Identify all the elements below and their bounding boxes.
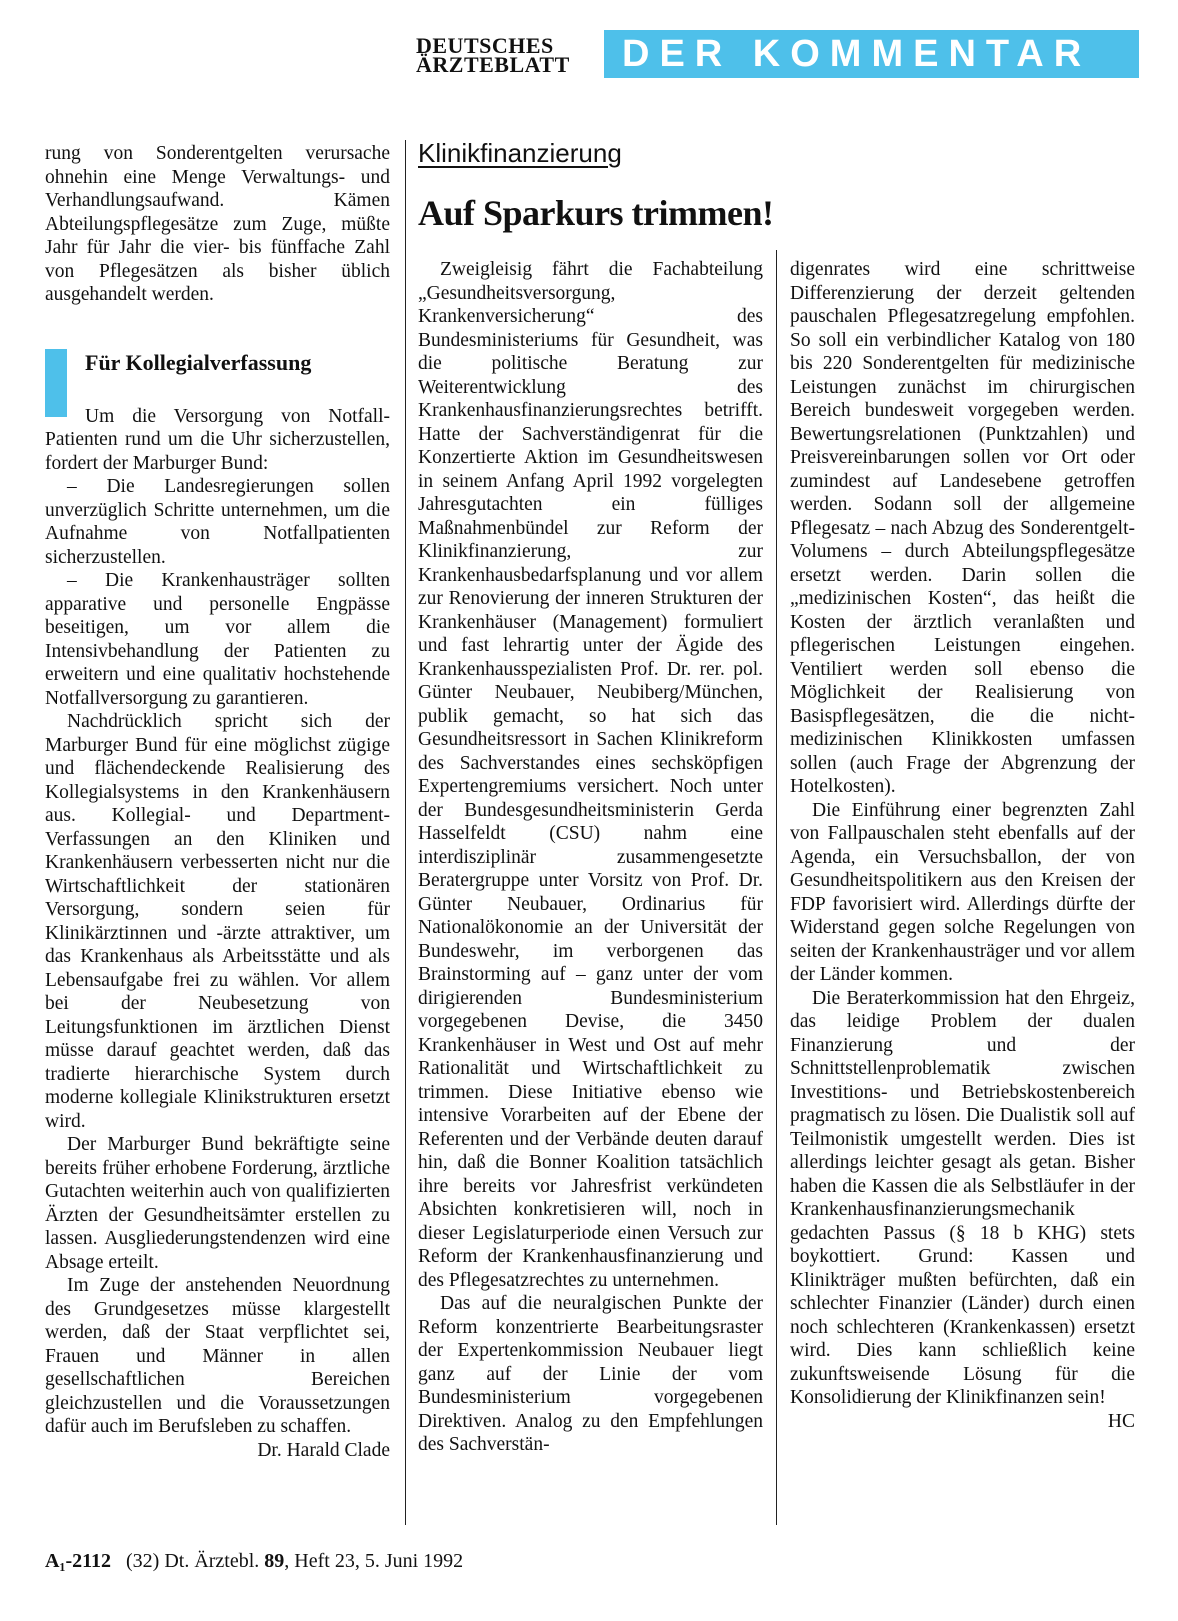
left-paragraph-2: Um die Versorgung von Notfall-Patienten rund um die Uhr sicherzustellen, fordert der Marburger Bund:: [45, 405, 390, 474]
subhead-block: [45, 349, 390, 417]
middle-column: [418, 258, 763, 1457]
signature: Dr. Harald Clade: [257, 1439, 390, 1461]
issue-date: , Heft 23, 5. Juni 1992: [284, 1550, 464, 1572]
left-paragraph-5: Nachdrücklich spricht sich der Marburger Bund für eine möglichst zügige und flächendeckende Realisierung des Kollegialsystems in den Krankenhäusern aus. Kollegial- und Department-Verfassungen an den Kliniken und Krankenhäusern verbesserten nicht nur die Wirtschaftlichkeit der stationären Versorgung, sondern seien für Klinikärztinnen und -ärzte attraktiver, um das Krankenhaus als Arbeitsstätte und als Lebensaufgabe frei zu wählen. Vor allem bei der Neubesetzung von Leitungsfunktionen im ärztlichen Dienst müsse darauf geachtet werden, daß das tradierte hierarchische System durch moderne kollegiale Klinikstrukturen ersetzt wird.: [45, 711, 390, 1132]
headline: Auf Sparkurs trimmen!: [418, 193, 774, 233]
page-footer: [45, 1550, 463, 1573]
journal-ref: (32) Dt. Ärztebl.: [126, 1550, 260, 1572]
middle-paragraph-1: Zweigleisig fährt die Fachabteilung „Gesundheitsversorgung, Krankenversicherung“ des Bundesministeriums für Gesundheit, was die politische Beratung zur Weiterentwicklung des Krankenhausfinanzierungsrechtes betrifft. Hatte der Sachverständigenrat für die Konzertierte Aktion im Gesundheitswesen in seinem Anfang April 1992 vorgelegten Jahresgutachten ein fülliges Maßnahmenbündel zur Reform der Klinikfinanzierung, zur Krankenhausbedarfsplanung und vor allem zur Renovierung der inneren Strukturen der Krankenhäuser (Management) formuliert und fast lehrartig unter der Ägide des Krankenhausspezialisten Prof. Dr. rer. pol. Günter Neubauer, Neubiberg/München, publik gemacht, so hat sich das Gesundheitsressort in Sachen Klinikreform des Sachverstandes eines sechsköpfigen Expertengremiums versichert. Noch unter der Bundesgesundheitsministerin Gerda Hasselfeldt (CSU) nahm eine interdisziplinär zusammengesetzte Beratergruppe unter Vorsitz von Prof. Dr. Günter Neubauer, Ordinarius für Nationalökonomie an der Universität der Bundeswehr, im verborgenen das Brainstorming auf – ganz unter der vom dirigierenden Bundesministerium vorgegebenen Devise, die 3450 Krankenhäuser in West und Ost auf mehr Rationalität und Wirtschaftlichkeit zu trimmen. Diese Initiative ebenso wie intensive Vorarbeiten auf der Ebene der Referenten und der Verbände deuten darauf hin, daß die Bonner Koalition tatsächlich ihre bereits vor Jahresfrist verkündeten Absichten konkretisieren will, noch in dieser Legislaturperiode einen Versuch zur Reform der Krankenhausfinanzierung und des Pflegesatzrechtes zu unternehmen.: [418, 259, 763, 1291]
right-paragraph-2: Die Einführung einer begrenzten Zahl von Fallpauschalen steht ebenfalls auf der Agenda, ein Versuchsballon, der von Gesundheitspolitikern aus den Kreisen der FDP favorisiert wird. Allerdings dürfte der Widerstand gegen solche Regelungen von seiten der Krankenhausträger und vor allem der Länder kommen.: [790, 799, 1135, 985]
journal-logo: [416, 33, 591, 77]
left-column: [45, 142, 390, 1462]
logo-line-2: ÄRZTEBLATT: [416, 52, 570, 77]
left-paragraph-7: [45, 1274, 390, 1461]
right-paragraph-3: [790, 987, 1135, 1432]
accent-bar: [45, 349, 67, 417]
article-signature: HC: [1107, 1410, 1135, 1432]
left-paragraph-1: rung von Sonderentgelten verursache ohnehin eine Menge Verwaltungs- und Verhandlungsaufwand. Kämen Abteilungspflegesätze zum Zuge, müßte Jahr für Jahr die vier- bis fünffache Zahl von Pflegesätzen als bisher üblich ausgehandelt werden.: [45, 143, 390, 305]
subhead-title: Für Kollegialverfassung: [85, 349, 312, 375]
volume-number: 89: [264, 1550, 285, 1572]
left-paragraph-4: – Die Krankenhausträger sollten apparative und personelle Engpässe beseitigen, um vor allem die Intensivbehandlung der Patienten zu erweitern und eine qualitativ hochstehende Notfallversorgung zu garantieren.: [45, 570, 390, 709]
column-rule-left: [405, 140, 406, 1525]
right-paragraph-3-text: Die Beraterkommission hat den Ehrgeiz, das leidige Problem der dualen Finanzierung und der Schnittstellenproblematik zwischen Investitions- und Betriebskostenbereich pragmatisch zu lösen. Die Dualistik soll auf Teilmonistik umgestellt werden. Dies ist allerdings leichter gesagt als getan. Bisher haben die Kassen die als Selbstläufer in der Krankenhausfinanzierungsmechanik gedachten Passus (§ 18 b KHG) stets boykottiert. Grund: Kassen und Klinikträger mußten befürchten, daß ein schlechter Finanzier (Länder) durch einen noch schlechteren (Krankenkassen) ersetzt wird. Dies kann schließlich keine zukunftsweisende Lösung für die Konsolidierung der Klinikfinanzen sein!: [790, 987, 1135, 1408]
column-rule-right: [776, 250, 777, 1525]
kicker: Klinikfinanzierung: [418, 138, 622, 168]
logo-line-1: DEUTSCHES: [416, 33, 554, 58]
left-paragraph-7-text: Im Zuge der anstehenden Neuordnung des Grundgesetzes müsse klargestellt werden, daß der Staat verpflichtet sei, Frauen und Männer in allen gesellschaftlichen Bereichen gleichzustellen und die Voraussetzungen dafür auch im Berufsleben zu schaffen.: [45, 1275, 390, 1437]
middle-paragraph-2: Das auf die neuralgischen Punkte der Reform konzentrierte Bearbeitungsraster der Expertenkommission Neubauer liegt ganz auf der Linie der vom Bundesministerium vorgegebenen Direktiven. Analog zu den Empfehlungen des Sachverstän-: [418, 1293, 763, 1455]
right-column: [790, 258, 1135, 1433]
page-number: A₁-2112: [45, 1550, 111, 1572]
right-paragraph-1: digenrates wird eine schrittweise Differenzierung der derzeit geltenden pauschalen Pflegesatzregelung empfohlen. So soll ein verbindlicher Katalog von 180 bis 220 Sonderentgelten für medizinische Leistungen zunächst im chirurgischen Bereich bundesweit vorgegeben werden. Bewertungsrelationen (Punktzahlen) und Preisvereinbarungen sollen vor Ort oder zumindest auf Landesebene getroffen werden. Sodann soll der allgemeine Pflegesatz – nach Abzug des Sonderentgelt-Volumens – durch Abteilungspflegesätze ersetzt werden. Darin sollen die „medizinischen Kosten“, das heißt die Kosten der ärztlich veranlaßten und pflegerischen Leistungen eingehen. Ventiliert werden soll ebenso die Möglichkeit der Realisierung von Basispflegesätzen, die die nicht-medizinischen Klinikkosten umfassen sollen (auch Frage der Abgrenzung der Hotelkosten).: [790, 259, 1135, 797]
section-banner: DER KOMMENTAR: [604, 30, 1139, 78]
left-paragraph-3: – Die Landesregierungen sollen unverzüglich Schritte unternehmen, um die Aufnahme von Notfallpatienten sicherzustellen.: [45, 476, 390, 568]
left-paragraph-6: Der Marburger Bund bekräftigte seine bereits früher erhobene Forderung, ärztliche Gutachten weiterhin auch von qualifizierten Ärzten der Gesundheitsämter erstellen zu lassen. Ausgliederungstendenzen wird eine Absage erteilt.: [45, 1134, 390, 1273]
